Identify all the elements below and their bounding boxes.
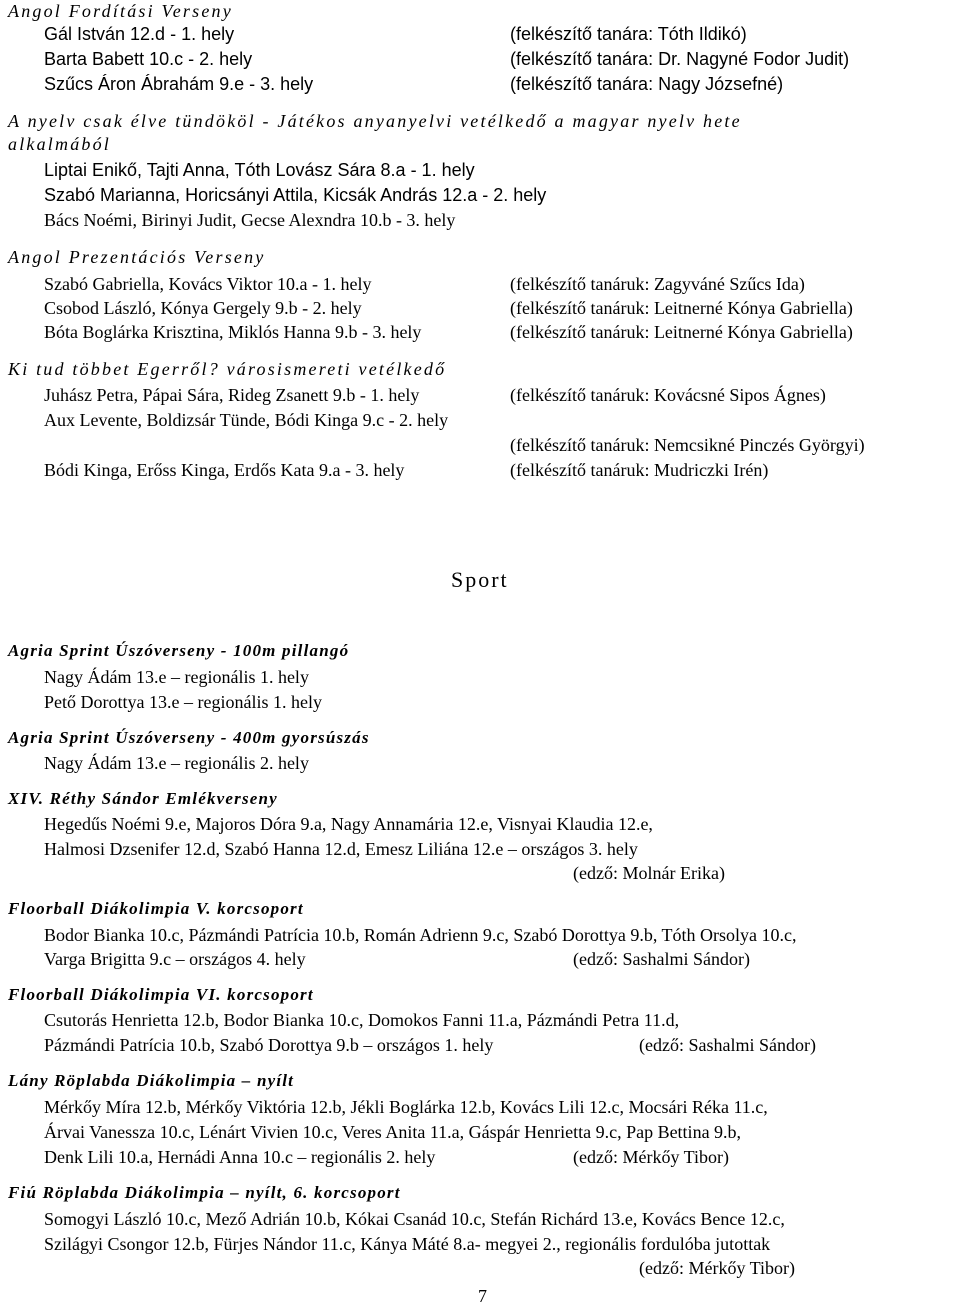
list-item: Liptai Enikő, Tajti Anna, Tóth Lovász Sára 8.a - 1. hely xyxy=(44,160,475,180)
list-item: Pető Dorottya 13.e – regionális 1. hely xyxy=(44,692,322,712)
list-item: Nagy Ádám 13.e – regionális 2. hely xyxy=(44,753,309,773)
teacher-note: (felkészítő tanára: Nagy Józsefné) xyxy=(510,74,784,94)
section-title-sport: Floorball Diákolimpia VI. korcsoport xyxy=(8,985,314,1004)
list-item: Mérkőy Míra 12.b, Mérkőy Viktória 12.b, Jékli Boglárka 12.b, Kovács Lili 12.c, Mocsári Réka 11.c, xyxy=(44,1097,768,1117)
list-item: Szabó Gabriella, Kovács Viktor 10.a - 1. hely xyxy=(44,274,372,294)
section-title-sport: Lány Röplabda Diákolimpia – nyílt xyxy=(8,1071,295,1090)
section-title-sport: Floorball Diákolimpia V. korcsoport xyxy=(8,899,304,918)
teacher-note: (felkészítő tanára: Tóth Ildikó) xyxy=(510,24,747,44)
list-item: Csutorás Henrietta 12.b, Bodor Bianka 10.c, Domokos Fanni 11.a, Pázmándi Petra 11.d, xyxy=(44,1010,680,1030)
list-item: Bodor Bianka 10.c, Pázmándi Patrícia 10.b, Román Adrienn 9.c, Szabó Dorottya 9.b, Tóth Orsolya 10.c, xyxy=(44,925,797,945)
list-item: Somogyi László 10.c, Mező Adrián 10.b, Kókai Csanád 10.c, Stefán Richárd 13.e, Kovács Bence 12.c, xyxy=(44,1209,785,1229)
teacher-note: (felkészítő tanáruk: Zagyváné Szűcs Ida) xyxy=(510,274,805,294)
list-item: Bóta Boglárka Krisztina, Miklós Hanna 9.b - 3. hely xyxy=(44,322,422,342)
coach-note: (edző: Mérkőy Tibor) xyxy=(573,1147,729,1167)
section-title-angol-prezentacios: Angol Prezentációs Verseny xyxy=(8,247,266,267)
list-item: Árvai Vanessza 10.c, Lénárt Vivien 10.c, Veres Anita 11.a, Gáspár Henrietta 9.c, Pap Bettina 9.b, xyxy=(44,1122,742,1142)
section-title-sport: Agria Sprint Úszóverseny - 400m gyorsúszás xyxy=(8,728,370,747)
page-number: 7 xyxy=(478,1286,487,1306)
section-title-anyanyelvi-line2: alkalmából xyxy=(8,134,111,154)
list-item: Gál István 12.d - 1. hely xyxy=(44,24,235,44)
list-item: Nagy Ádám 13.e – regionális 1. hely xyxy=(44,667,309,687)
section-title-anyanyelvi: A nyelv csak élve tündököl - Játékos anyanyelvi vetélkedő a magyar nyelv hete xyxy=(8,111,742,131)
teacher-note: (felkészítő tanáruk: Mudriczki Irén) xyxy=(510,460,769,480)
list-item: Varga Brigitta 9.c – országos 4. hely xyxy=(44,949,306,969)
list-item: Barta Babett 10.c - 2. hely xyxy=(44,49,253,69)
list-item: Juhász Petra, Pápai Sára, Rideg Zsanett 9.b - 1. hely xyxy=(44,385,420,405)
teacher-note: (felkészítő tanára: Dr. Nagyné Fodor Judit) xyxy=(510,49,850,69)
sport-heading: Sport xyxy=(451,567,509,592)
teacher-note: (felkészítő tanáruk: Kovácsné Sipos Ágnes) xyxy=(510,385,826,405)
teacher-note: (felkészítő tanáruk: Leitnerné Kónya Gabriella) xyxy=(510,322,853,342)
section-title-sport: XIV. Réthy Sándor Emlékverseny xyxy=(8,789,278,808)
list-item: Szabó Marianna, Horicsányi Attila, Kicsák András 12.a - 2. hely xyxy=(44,185,547,205)
coach-note: (edző: Sashalmi Sándor) xyxy=(573,949,750,969)
list-item: Halmosi Dzsenifer 12.d, Szabó Hanna 12.d, Emesz Liliána 12.e – országos 3. hely xyxy=(44,839,638,859)
coach-note: (edző: Molnár Erika) xyxy=(573,863,725,883)
list-item: Csobod László, Kónya Gergely 9.b - 2. hely xyxy=(44,298,362,318)
list-item: Szűcs Áron Ábrahám 9.e - 3. hely xyxy=(44,74,314,94)
list-item: Bódi Kinga, Erőss Kinga, Erdős Kata 9.a - 3. hely xyxy=(44,460,405,480)
section-title-sport: Fiú Röplabda Diákolimpia – nyílt, 6. korcsoport xyxy=(8,1183,401,1202)
section-title-sport: Agria Sprint Úszóverseny - 100m pillangó xyxy=(8,641,350,660)
coach-note: (edző: Mérkőy Tibor) xyxy=(639,1258,795,1278)
teacher-note: (felkészítő tanáruk: Leitnerné Kónya Gabriella) xyxy=(510,298,853,318)
list-item: Denk Lili 10.a, Hernádi Anna 10.c – regionális 2. hely xyxy=(44,1147,436,1167)
coach-note: (edző: Sashalmi Sándor) xyxy=(639,1035,816,1055)
section-title-angol-forditasi: Angol Fordítási Verseny xyxy=(8,1,233,21)
list-item: Pázmándi Patrícia 10.b, Szabó Dorottya 9.b – országos 1. hely xyxy=(44,1035,494,1055)
list-item: Hegedűs Noémi 9.e, Majoros Dóra 9.a, Nagy Annamária 12.e, Visnyai Klaudia 12.e, xyxy=(44,814,653,834)
section-title-egerrol: Ki tud többet Egerről? városismereti vetélkedő xyxy=(8,359,447,379)
teacher-note: (felkészítő tanáruk: Nemcsikné Pinczés Györgyi) xyxy=(510,435,865,455)
list-item: Bács Noémi, Birinyi Judit, Gecse Alexndra 10.b - 3. hely xyxy=(44,210,456,230)
list-item: Szilágyi Csongor 12.b, Fürjes Nándor 11.c, Kánya Máté 8.a- megyei 2., regionális fordulóba jutottak xyxy=(44,1234,771,1254)
list-item: Aux Levente, Boldizsár Tünde, Bódi Kinga 9.c - 2. hely xyxy=(44,410,449,430)
